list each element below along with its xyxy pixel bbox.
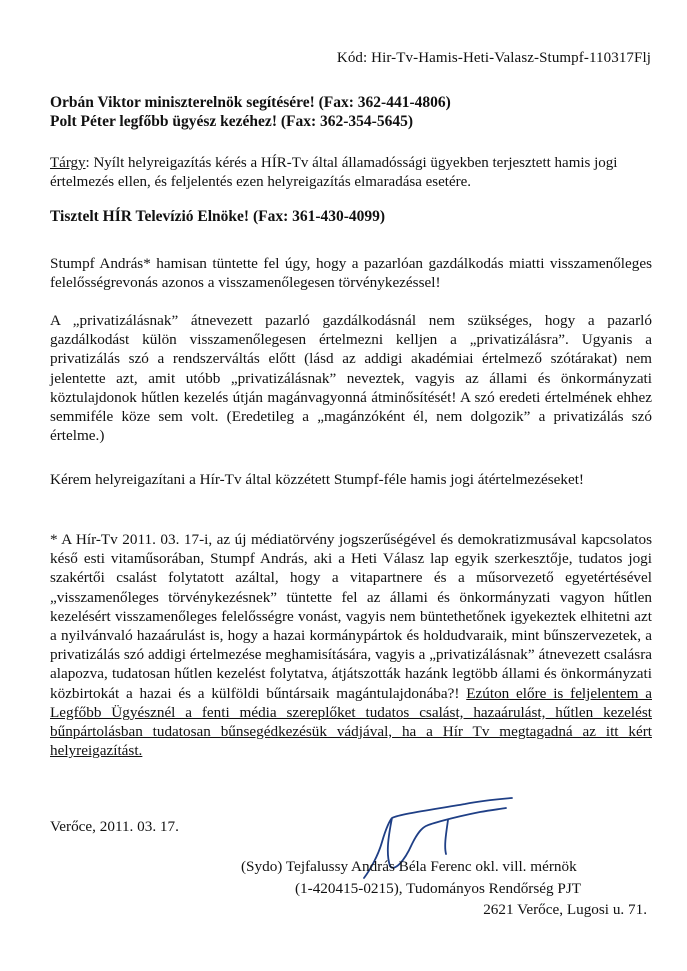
footnote-text: * A Hír-Tv 2011. 03. 17-i, az új médiatörvény jogszerűségével és demokratizmusával kapcsolatos késő esti vitaműsorában, Stumpf András, aki a Heti Válasz lap egyik szerkesztője, tudatos jogi szakértői csalást folytatott azáltal, hogy a vitapartnere és a műsorvezető egyetértésével „visszamenőleges törvénykezésnek” tüntette fel az állami és önkormányzati vagyon hűtlen kezelésért visszamenőleges felelősségre vonást, vagyis nem büntethetőnek igyekeztek elhitetni azt a nyilvánvaló hazaárulást is, hogy a hazai kormánypártok és holdudvaraik, mint bűnszervezetek, a privatizálás szó addigi értelmezése meghamisítására, vagyis a „privatizálásnak” átnevezett csalásra alapozva, tudatosan hűtlen kezelést folytatva, átjátszották hazánk legtöbb állami és önkormányzati közbirtokát a hazai és a külföldi bűntársaik magántulajdonába?!	[50, 531, 652, 702]
signer-address: 2621 Verőce, Lugosi u. 71.	[483, 901, 647, 918]
signer-name: (Sydo) Tejfalussy András Béla Ferenc okl. vill. mérnök	[241, 858, 577, 875]
paragraph-1: Stumpf András* hamisan tüntette fel úgy, hogy a pazarlóan gazdálkodás miatti visszamenőleges felelősségrevonás azonos a visszamenőlegesen törvénykezéssel!	[50, 255, 652, 292]
denunciation-text: Ezúton előre is feljelentem a Legfőbb Ügyésznél a fenti média szereplőket tudatos csalást, hazaárulást, hűtlen kezelést bűnpártolásban tudatosan bűnsegédkezésük vádjával, ha a Hír Tv megtagadná az itt kért helyreigazítást.	[50, 684, 652, 760]
recipients-block	[50, 93, 650, 131]
subject-line	[50, 154, 650, 192]
paragraph-3: Kérem helyreigazítani a Hír-Tv által közzétett Stumpf-féle hamis jogi átértelmezéseket!	[50, 471, 584, 488]
subject-label: Tárgy	[50, 155, 86, 171]
place-date: Verőce, 2011. 03. 17.	[50, 818, 179, 835]
recipient-prime-minister: Orbán Viktor miniszterelnök segítésére! (Fax: 362-441-4806)	[50, 94, 451, 111]
document-code: Kód: Hir-Tv-Hamis-Heti-Valasz-Stumpf-110317Flj	[336, 50, 651, 66]
paragraph-2: A „privatizálásnak” átnevezett pazarló gazdálkodásnál nem szükséges, hogy a pazarló gazdálkodást külön visszamenőlegesen értelmezni kelljen a „privatizálásra”. Ugyanis a privatizálás szó a rendszerváltás előtt (lásd az addigi akadémiai értelmező szótárakat) nem jelentette azt, amit utóbb „privatizálásnak” neveztek, vagyis az állami és önkormányzati köztulajdonok hűtlen kezelés útján magánvagyonná átminősítését! A szó eredeti értelmének ehhez semmiféle köze sem volt. (Eredetileg a „magánzóként él, nem dolgozik” a privatizálás szó értelme.)	[50, 312, 652, 445]
signer-id: (1-420415-0215), Tudományos Rendőrség PJT	[295, 879, 582, 897]
salutation: Tisztelt HÍR Televízió Elnöke! (Fax: 361-430-4099)	[50, 208, 386, 225]
footnote-paragraph	[50, 530, 652, 760]
subject-text: : Nyílt helyreigazítás kérés a HÍR-Tv által államadóssági ügyekben terjesztett hamis jogi értelmezés ellen, és feljelentés ezen helyreigazítás elmaradása esetére.	[50, 155, 618, 190]
recipient-prosecutor: Polt Péter legfőbb ügyész kezéhez! (Fax: 362-354-5645)	[50, 113, 414, 130]
signature-block	[227, 856, 647, 921]
